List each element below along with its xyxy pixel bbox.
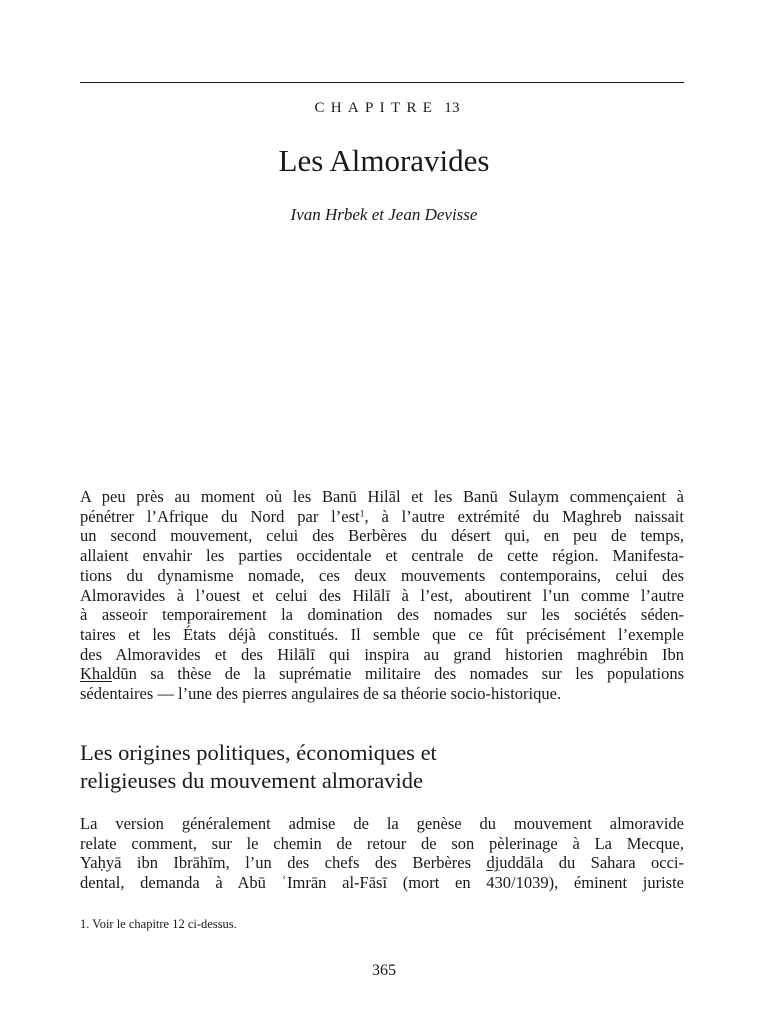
text-segment: , à l’autre extrémité du Maghreb naissait [364,506,684,526]
text-line: allaient envahir les parties occidentale et centrale de cette région. Manifesta- [80,546,684,566]
underlined-transliteration: dj [486,853,500,873]
text-line: A peu près au moment où les Banū Hilāl et les Banū Sulaym commençaient à [80,487,684,506]
text-line: La version généralement admise de la genèse du mouvement almoravide [80,814,684,833]
heading-line: Les origines politiques, économiques et [80,740,437,765]
text-line: des Almoravides et des Hilālī qui inspira au grand historien maghrébin Ibn [80,644,684,664]
intro-paragraph [80,487,684,704]
text-line: dental, demanda à Abū ʿImrān al-Fāsī (mort en 430/1039), éminent juriste [80,873,684,893]
text-line: un second mouvement, celui des Berbères du désert qui, en peu de temps, [80,526,684,546]
section-heading [80,739,684,795]
header-rule [80,82,684,83]
text-line [80,853,684,873]
section-paragraph [80,814,684,893]
chapter-label [0,100,768,117]
chapter-word: CHAPITRE [314,100,439,116]
footnote-ref: 1 [359,508,365,520]
chapter-number: 13 [444,100,460,116]
text-line: Almoravides à l’ouest et celui des Hilālī à l’est, aboutirent l’un comme l’autre [80,585,684,605]
text-line [80,507,684,527]
page-number: 365 [372,962,396,979]
underlined-transliteration: Khal [80,664,113,684]
text-line: relate comment, sur le chemin de retour de son pèlerinage à La Mecque, [80,833,684,853]
text-line [80,664,684,684]
text-segment: Yaḥyā ibn Ibrāhīm, l’un des chefs des Berbères [80,853,487,873]
text-line: sédentaires — l’une des pierres angulaires de sa théorie socio-historique. [80,684,562,704]
text-segment: dūn sa thèse de la suprématie militaire des nomades sur les populations [112,664,684,684]
text-line: tions du dynamisme nomade, ces deux mouvements contemporains, celui des [80,565,684,585]
text-segment: uddāla du Sahara occi- [499,853,684,873]
text-line: à asseoir temporairement la domination des nomades sur les sociétés séden- [80,605,684,625]
footnote: 1. Voir le chapitre 12 ci-dessus. [80,917,237,931]
text-segment: pénétrer l’Afrique du Nord par l’est [80,506,360,526]
text-line: taires et les États déjà constitués. Il semble que ce fût précisément l’exemple [80,624,684,644]
chapter-authors: Ivan Hrbek et Jean Devisse [290,205,478,224]
chapter-title: Les Almoravides [278,143,490,178]
heading-line: religieuses du mouvement almoravide [80,768,424,793]
